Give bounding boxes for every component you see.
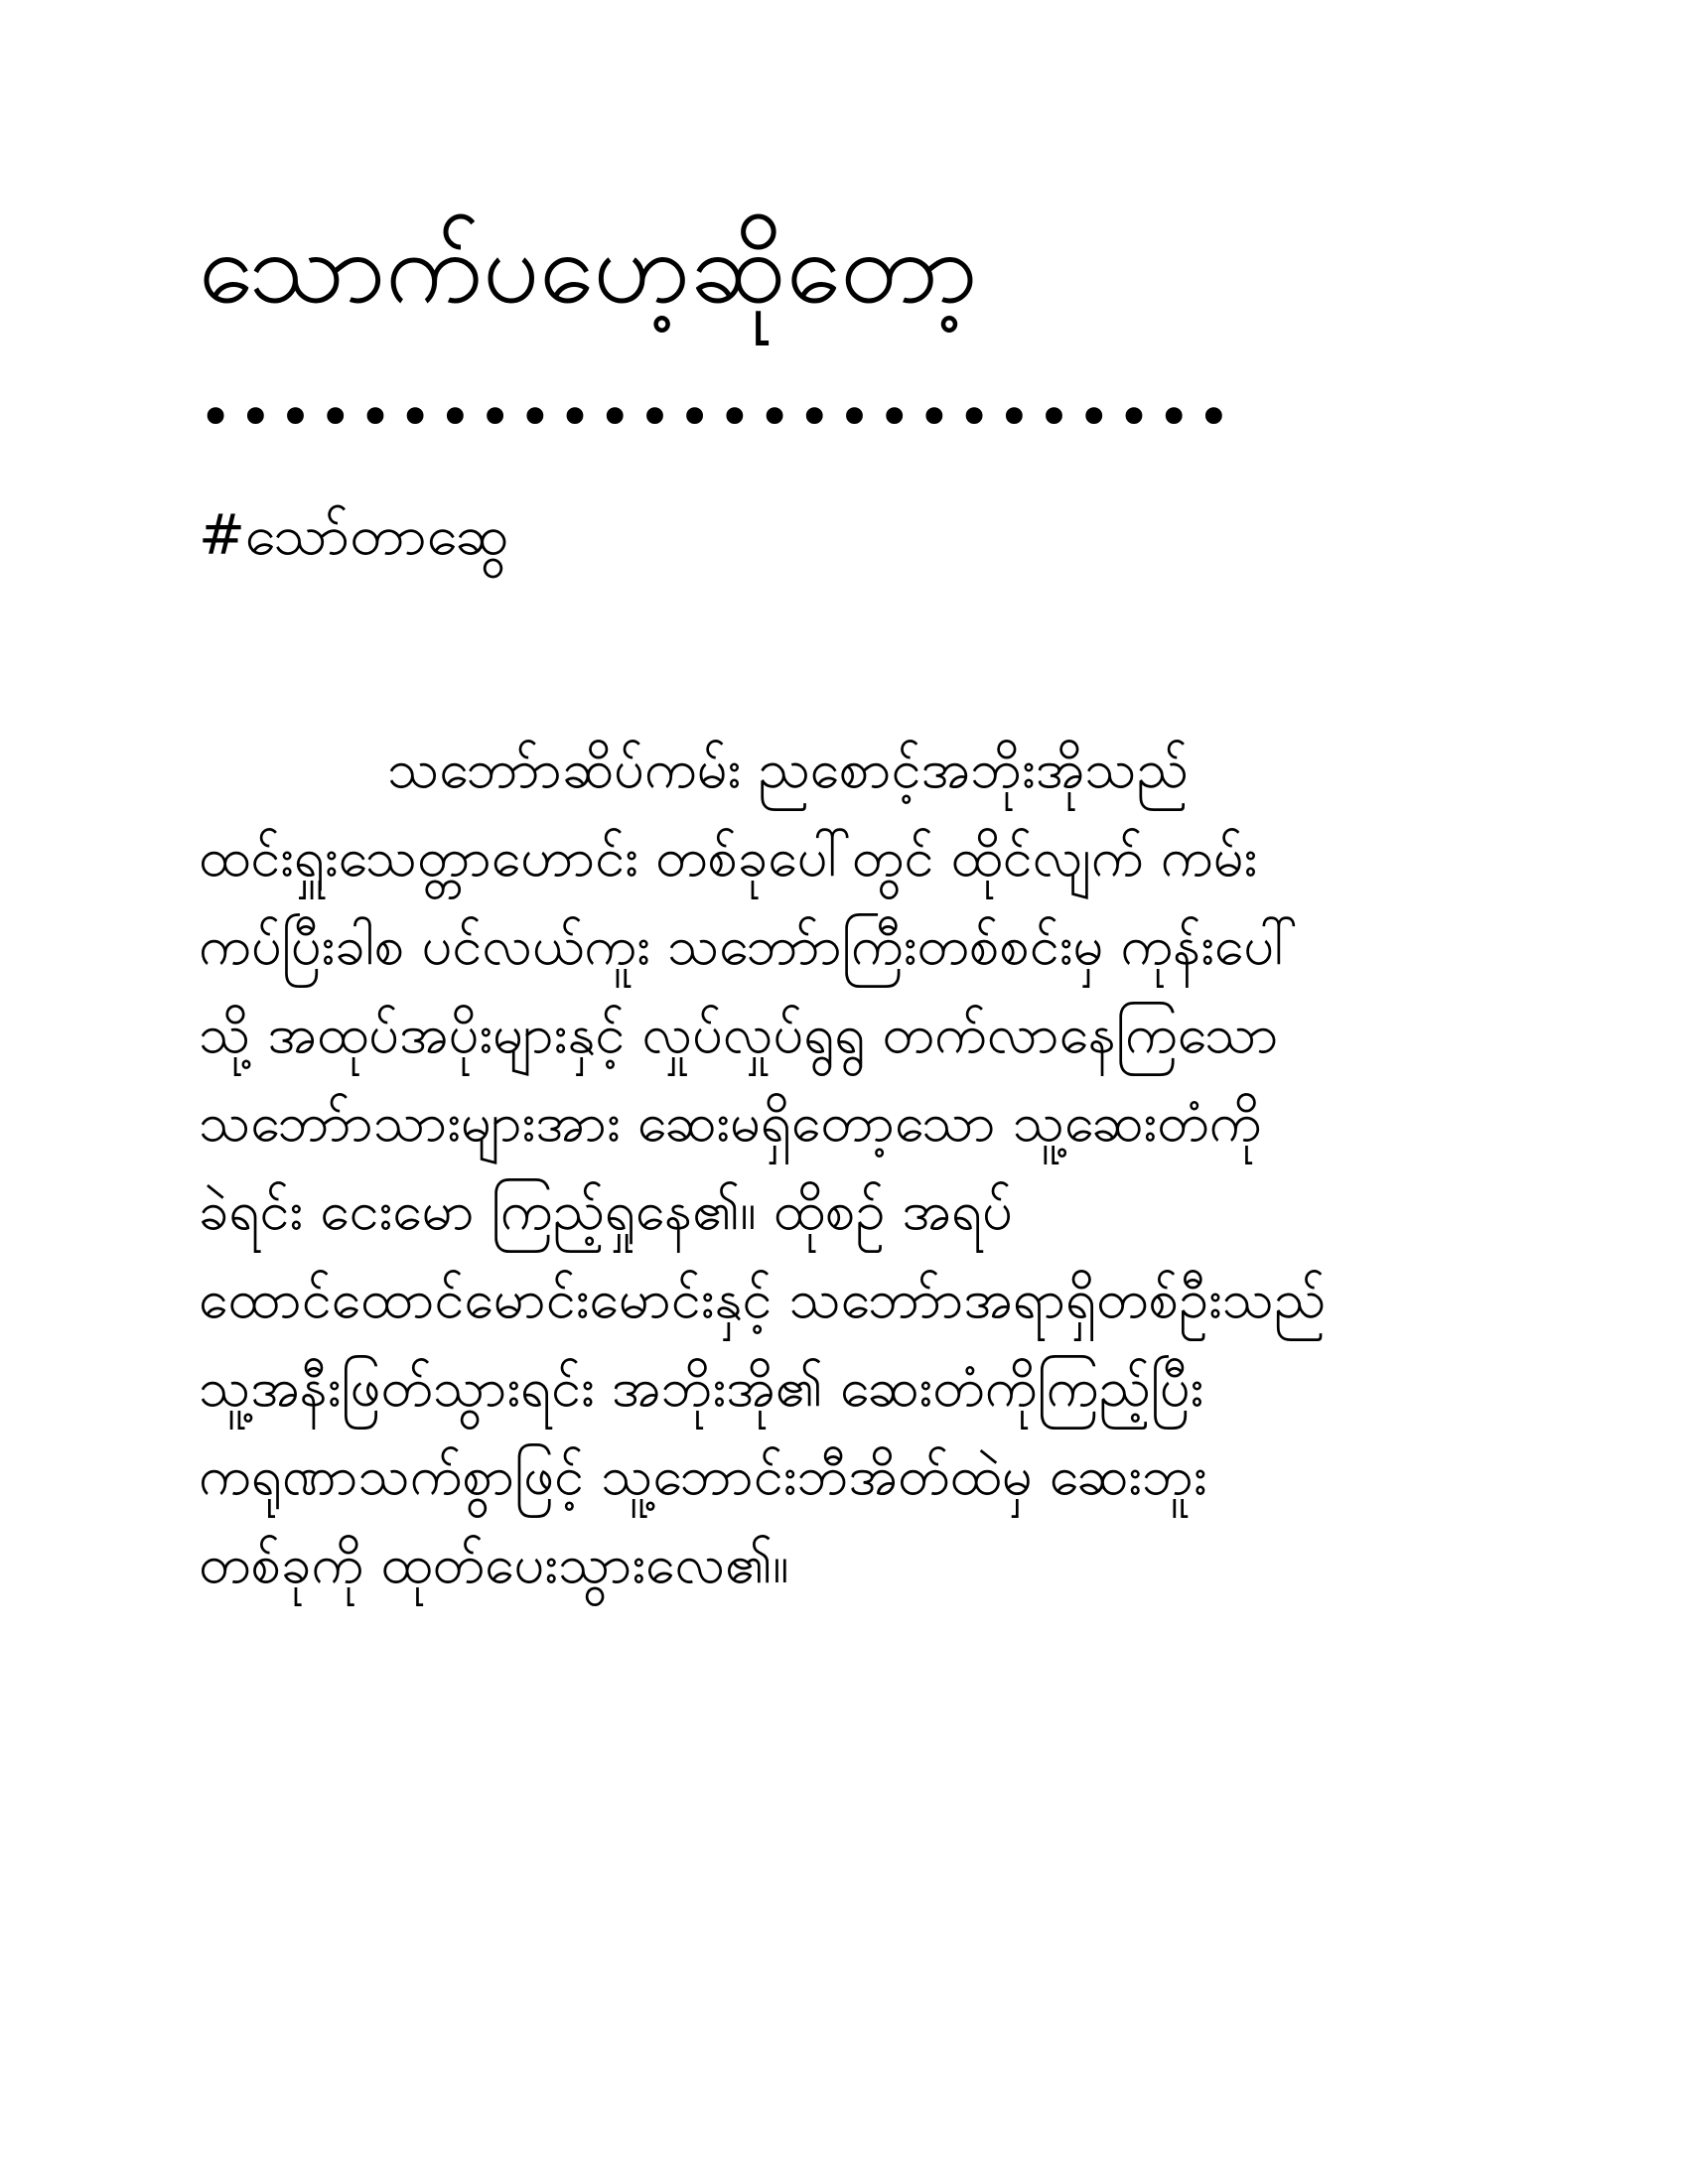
paragraph-line: သဘော်ာသားများအား ဆေးမရှိတော့သော သူ့ဆေးတံကို [199, 1091, 1262, 1154]
document-title: သောက်ပဟေ့ဆိုတော့ [199, 209, 978, 326]
paragraph-line: ခဲရင်း ငေးမော ကြည့်ရှုနေ၏။ ထိုစဉ် အရပ် [199, 1179, 1013, 1242]
author-hashtag: #သော်တာဆွေ [199, 503, 509, 568]
story-paragraph [199, 725, 1489, 1608]
dot-separator: •••••••••••••••••••••••••• [199, 383, 1237, 451]
paragraph-line: ကပ်ပြီးခါစ ပင်လယ်ကူး သဘော်ာကြီးတစ်စင်းမှ ကုန်းပေါ် [199, 914, 1299, 977]
paragraph-line: ကရုဏာသက်စွာဖြင့် သူ့ဘောင်းဘီအိတ်ထဲမှ ဆေးဘူး [199, 1444, 1207, 1507]
paragraph-line: သူ့အနီးဖြတ်သွားရင်း အဘိုးအို၏ ဆေးတံကိုကြည့်ပြီး [199, 1356, 1204, 1419]
paragraph-line: ထောင်ထောင်မောင်းမောင်းနှင့် သဘော်ာအရာရှိတစ်ဦးသည် [199, 1268, 1327, 1330]
paragraph-line: တစ်ခုကို ထုတ်ပေးသွားလေ၏။ [199, 1533, 789, 1595]
paragraph-line: ထင်းရှူးသေတ္တာဟောင်း တစ်ခုပေါ်တွင် ထိုင်လျက် ကမ်း [199, 826, 1258, 888]
paragraph-line: သို့ အထုပ်အပိုးများနှင့် လှုပ်လှုပ်ရွရွ တက်လာနေကြသော [199, 1003, 1279, 1065]
paragraph-line: သဘော်ာဆိပ်ကမ်း ညစောင့်အဘိုးအိုသည် [387, 738, 1189, 800]
